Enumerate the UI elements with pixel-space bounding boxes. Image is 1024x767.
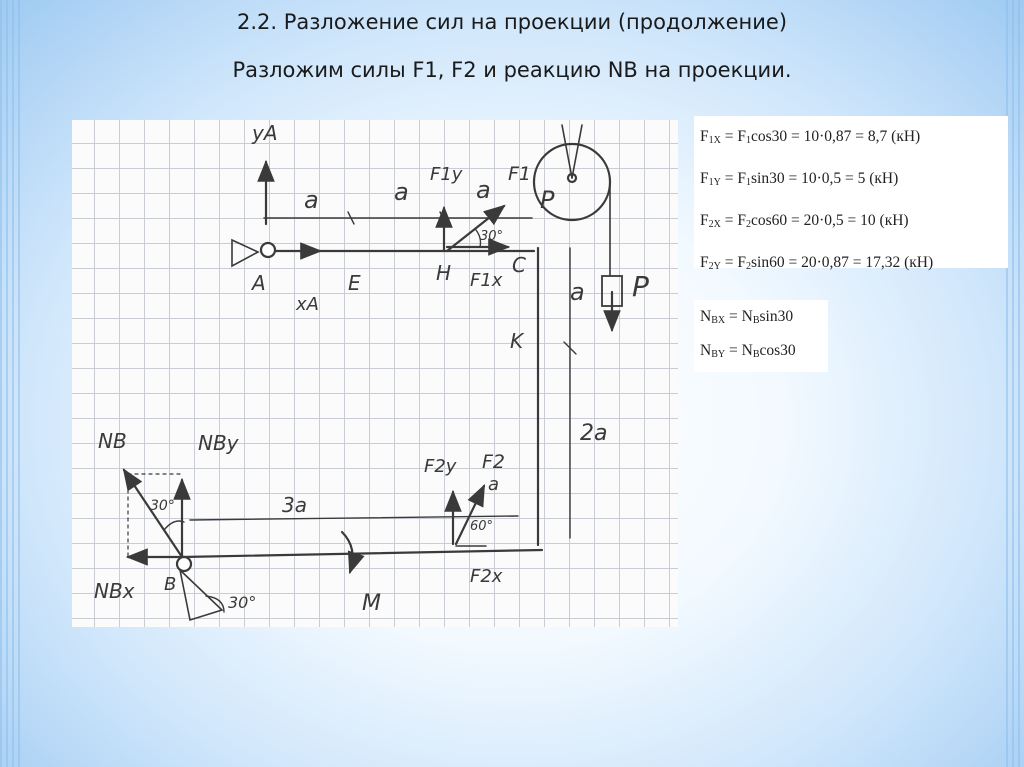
label-angle-f1: 30° xyxy=(480,229,504,244)
projections-f-box xyxy=(694,116,1008,272)
projection-f-formula-3: $F_{2X} = F_2\cos 60 = 20\cdot 0,5 = 10$ (кН) xyxy=(700,212,909,230)
label-nby: NBy xyxy=(198,431,239,455)
label-xa: xA xyxy=(296,294,319,315)
label-b: B xyxy=(164,574,177,595)
label-angle-f2: 60° xyxy=(470,519,494,534)
support-a xyxy=(232,240,258,266)
label-c: C xyxy=(512,253,526,277)
label-f1y: F1y xyxy=(430,164,463,185)
label-f1: F1 xyxy=(508,163,532,185)
label-a-f2: a xyxy=(488,474,500,495)
beam-bottom xyxy=(182,550,542,557)
label-angle-nb: 30° xyxy=(150,498,175,514)
f2-arrow xyxy=(456,486,484,544)
label-ya: yA xyxy=(252,121,278,145)
label-nb: NB xyxy=(98,429,127,453)
label-f2y: F2y xyxy=(424,456,457,477)
projection-f-formula-2: $F_{1Y} = F_1\sin 30 = 10\cdot 0,5 = 5$ (кН) xyxy=(700,170,899,188)
projection-n-formula-1: $N_{BX} = N_B\sin 30$ xyxy=(700,308,794,326)
label-f2: F2 xyxy=(482,451,506,473)
support-b xyxy=(180,570,222,620)
label-3a: 3a xyxy=(282,493,307,517)
label-e: E xyxy=(348,271,361,295)
label-m: M xyxy=(362,591,381,616)
moment-arrow xyxy=(342,532,353,572)
projection-f-formula-4: $F_{2Y} = F_2\sin 60 = 20\cdot 0,87 = 17,32$ (кН) xyxy=(700,254,934,272)
pin-a xyxy=(261,243,275,257)
projection-f-formula-1: $F_{1X} = F_1\cos 30 = 10\cdot 0,87 = 8,7$ (кН) xyxy=(700,128,921,146)
label-angle-support: 30° xyxy=(228,593,257,612)
label-a-right: a xyxy=(570,278,585,306)
slide-subtitle: Разложим силы F1, F2 и реакцию NB на проекции. xyxy=(232,58,792,82)
mechanics-sketch xyxy=(72,120,678,627)
label-2a: 2a xyxy=(580,421,608,446)
label-f2x: F2x xyxy=(470,566,503,587)
projections-n-box xyxy=(694,300,828,372)
sketch-svg xyxy=(72,120,678,627)
label-a1: a xyxy=(304,186,319,214)
label-h: H xyxy=(436,261,452,285)
label-nbx: NBx xyxy=(94,579,135,603)
slide-title: 2.2. Разложение сил на проекции (продолжение) xyxy=(236,10,788,34)
label-a-point: A xyxy=(252,271,266,295)
label-k: K xyxy=(510,329,524,353)
label-f1x: F1x xyxy=(470,270,503,291)
left-edge-pattern xyxy=(0,0,22,767)
label-p-weight: P xyxy=(632,270,649,303)
label-a2: a xyxy=(394,178,409,206)
label-p-pulley: P xyxy=(540,186,555,214)
label-a3: a xyxy=(476,176,491,204)
projection-n-formula-2: $N_{BY} = N_B\cos 30$ xyxy=(700,342,796,360)
